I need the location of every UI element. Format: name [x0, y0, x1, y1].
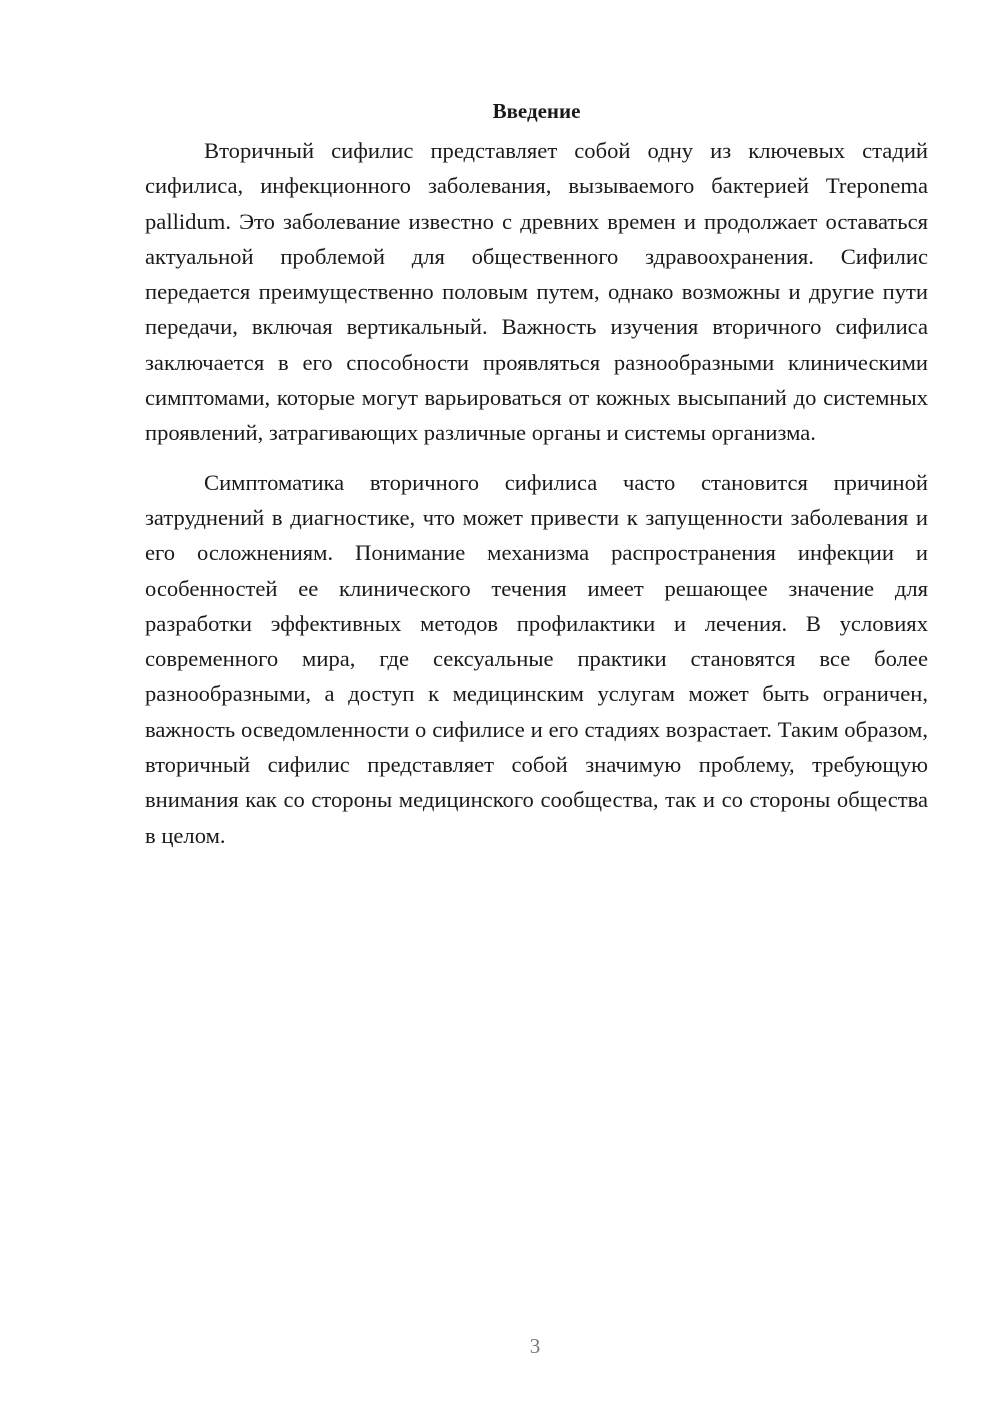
paragraph-2: Симптоматика вторичного сифилиса часто становится причиной затруднений в диагностике, что может привести к запущенности заболевания и его осложнениям. Понимание механизма распространения инфекции и особенностей ее клинического течения имеет решающее значение для разработки эффективных методов профилактики и лечения. В условиях современного мира, где сексуальные практики становятся все более разнообразными, а доступ к медицинским услугам может быть ограничен, важность осведомленности о сифилисе и его стадиях возрастает. Таким образом, вторичный сифилис представляет собой значимую проблему, требующую внимания как со стороны медицинского сообщества, так и со стороны общества в целом.: [145, 469, 928, 848]
page-number: 3: [529, 1334, 541, 1358]
section-title: Введение: [492, 99, 581, 123]
page-content: [145, 97, 928, 853]
paragraph-1: Вторичный сифилис представляет собой одну из ключевых стадий сифилиса, инфекционного заболевания, вызываемого бактерией Treponema pallidum. Это заболевание известно с древних времен и продолжает оставаться актуальной проблемой для общественного здравоохранения. Сифилис передается преимущественно половым путем, однако возможны и другие пути передачи, включая вертикальный. Важность изучения вторичного сифилиса заключается в его способности проявляться разнообразными клиническими симптомами, которые могут варьироваться от кожных высыпаний до системных проявлений, затрагивающих различные органы и системы организма.: [145, 138, 928, 446]
